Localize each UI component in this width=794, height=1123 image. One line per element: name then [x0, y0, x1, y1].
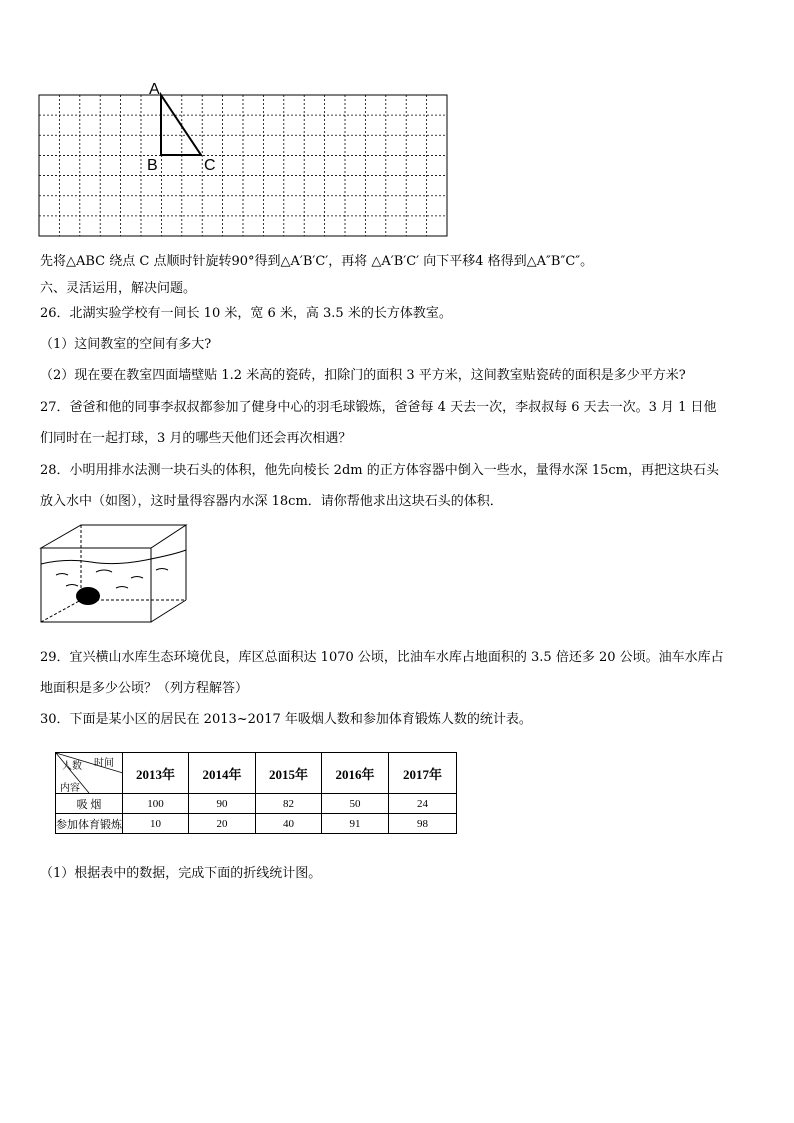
table-cell: 10 — [123, 814, 189, 834]
row-label-exercise: 参加体育锻炼 — [56, 814, 123, 834]
table-cell: 40 — [256, 814, 322, 834]
triangle-abc — [161, 95, 201, 155]
table-cell: 91 — [322, 814, 389, 834]
table-header-row — [56, 753, 457, 794]
table-cell: 98 — [389, 814, 457, 834]
label-a: A — [149, 81, 160, 98]
year-2015: 2015年 — [256, 753, 322, 794]
statistics-table — [55, 752, 457, 834]
stone — [76, 587, 100, 605]
year-2014: 2014年 — [189, 753, 256, 794]
question-30: 30．下面是某小区的居民在 2013~2017 年吸烟人数和参加体育锻炼人数的统计表。 — [40, 712, 532, 727]
row-label-smoking: 吸 烟 — [56, 794, 123, 814]
question-27-line-1: 27．爸爸和他的同事李叔叔都参加了健身中心的羽毛球锻炼，爸爸每 4 天去一次，李叔叔每 6 天去一次。3 月 1 日他 — [40, 400, 717, 415]
question-26-part-1: （1）这间教室的空间有多大? — [40, 337, 212, 352]
table-cell: 82 — [256, 794, 322, 814]
question-26: 26．北湖实验学校有一间长 10 米，宽 6 米，高 3.5 米的长方体教室。 — [40, 306, 452, 321]
question-28-line-1: 28．小明用排水法测一块石头的体积，他先向棱长 2dm 的正方体容器中倒入一些水，量得水深 15cm，再把这块石头 — [40, 463, 720, 478]
diagonal-header-cell — [56, 753, 123, 794]
question-26-part-2: （2）现在要在教室四面墙壁贴 1.2 米高的瓷砖，扣除门的面积 3 平方米，这间教室贴瓷砖的面积是多少平方米? — [40, 368, 686, 383]
label-b: B — [147, 157, 158, 174]
question-27-line-2: 们同时在一起打球，3 月的哪些天他们还会再次相遇？ — [40, 431, 352, 446]
year-2013: 2013年 — [123, 753, 189, 794]
year-2017: 2017年 — [389, 753, 457, 794]
section-heading: 六、灵活运用，解决问题。 — [40, 281, 197, 296]
question-28-line-2: 放入水中（如图），这时量得容器内水深 18cm．请你帮他求出这块石头的体积． — [40, 494, 503, 509]
table-cell: 50 — [322, 794, 389, 814]
header-people: 人数 — [62, 761, 82, 772]
table-cell: 90 — [189, 794, 256, 814]
container-figure — [36, 520, 196, 630]
table-row-smoking — [56, 794, 457, 814]
label-c: C — [204, 157, 216, 174]
table-row-exercise — [56, 814, 457, 834]
header-content: 内容 — [60, 783, 80, 794]
question-30-part-1: （1）根据表中的数据，完成下面的折线统计图。 — [40, 866, 322, 881]
rotation-instruction: 先将△ABC 绕点 C 点顺时针旋转90°得到△A′B′C′，再将 △A′B′C′ 向下平移4 格得到△A″B″C″。 — [40, 254, 594, 269]
header-time: 时间 — [94, 758, 114, 769]
table-cell: 100 — [123, 794, 189, 814]
grid-figure — [36, 80, 452, 240]
question-29-line-2: 地面积是多少公顷？（列方程解答） — [40, 681, 249, 696]
table-cell: 24 — [389, 794, 457, 814]
question-29-line-1: 29．宜兴横山水库生态环境优良，库区总面积达 1070 公顷，比油车水库占地面积的 3.5 倍还多 20 公顷。油车水库占 — [40, 650, 724, 665]
table-cell: 20 — [189, 814, 256, 834]
year-2016: 2016年 — [322, 753, 389, 794]
